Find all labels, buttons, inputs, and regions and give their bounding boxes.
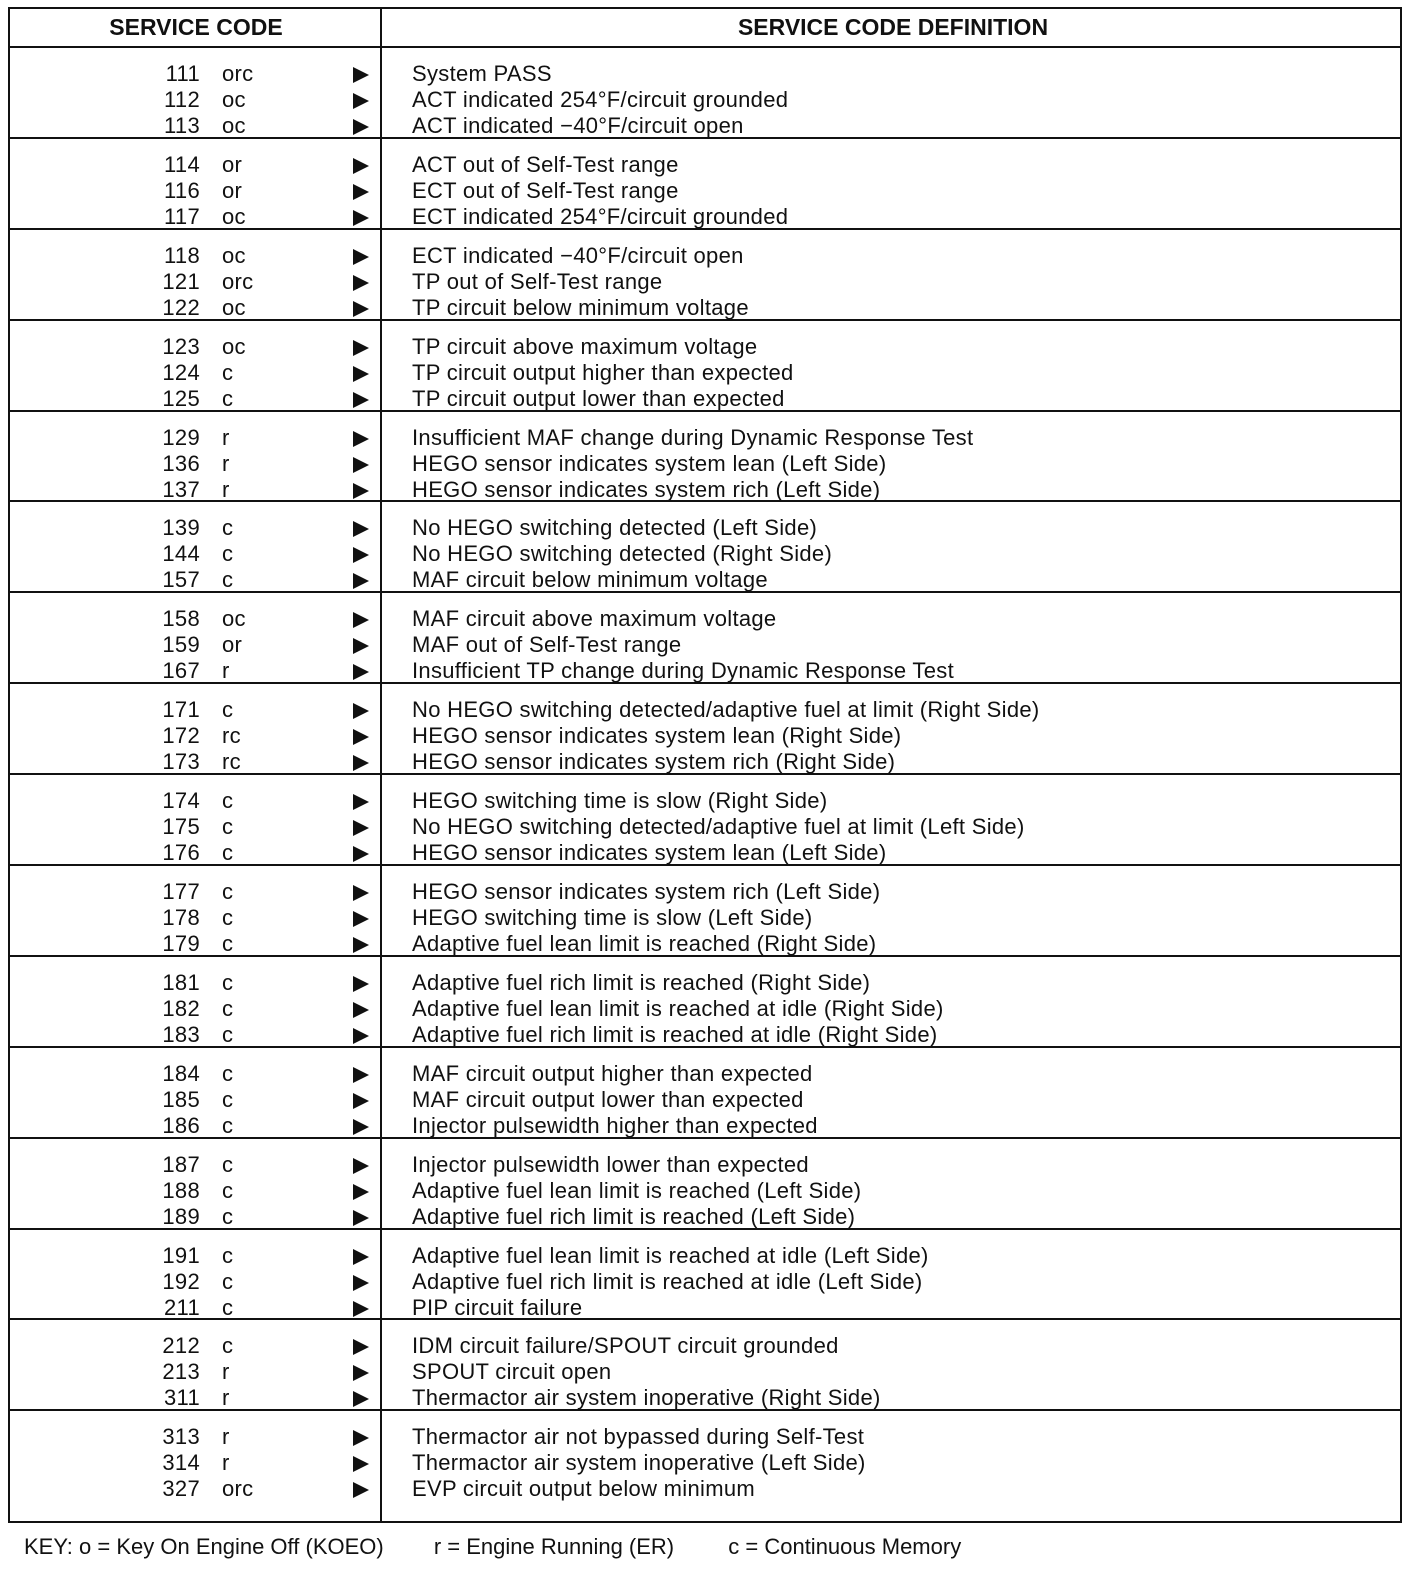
service-code-definition: IDM circuit failure/SPOUT circuit grounded [412,1333,839,1359]
service-code-definition: ECT out of Self-Test range [412,177,679,203]
service-code-definition: SPOUT circuit open [412,1359,612,1385]
table-row [10,541,1400,567]
table-row [10,749,1400,775]
service-code-definition-header: SERVICE CODE DEFINITION [737,14,1049,40]
triangle-arrow-icon [353,1067,369,1083]
key-koeo: KEY: o = Key On Engine Off (KOEO) [24,1534,384,1559]
service-code-definition: ECT indicated −40°F/circuit open [412,242,744,268]
service-code-definition: Adaptive fuel rich limit is reached (Left Side) [412,1203,856,1229]
service-code-number: 192 [162,1268,200,1294]
service-code-type: c [222,359,234,385]
service-code-definition: HEGO switching time is slow (Left Side) [412,905,813,931]
table-row [10,1152,1400,1178]
service-code-type: orc [222,268,254,294]
triangle-arrow-icon [353,703,369,719]
service-code-number: 129 [162,424,200,450]
triangle-arrow-icon [353,976,369,992]
table-row [10,567,1400,593]
table-row [10,243,1400,269]
service-code-definition: Adaptive fuel rich limit is reached at idle (Left Side) [412,1268,923,1294]
table-row [10,1113,1400,1139]
service-code-type: c [222,969,234,995]
triangle-arrow-icon [353,392,369,408]
service-code-definition: HEGO sensor indicates system rich (Left Side) [412,476,881,502]
triangle-arrow-icon [353,1301,369,1317]
triangle-arrow-icon [353,1430,369,1446]
triangle-arrow-icon [353,1119,369,1135]
service-code-definition: Thermactor air not bypassed during Self-Test [412,1424,865,1450]
service-code-type: oc [222,333,246,359]
triangle-arrow-icon [353,573,369,589]
service-code-type: orc [222,61,254,86]
service-code-type: rc [222,749,241,775]
table-row [10,451,1400,477]
service-code-definition: Adaptive fuel lean limit is reached (Left Side) [412,1177,862,1203]
triangle-arrow-icon [353,483,369,499]
service-code-type: rc [222,723,241,749]
code-group [10,684,1400,775]
service-code-number: 177 [162,879,200,905]
service-code-definition: HEGO sensor indicates system rich (Right Side) [412,749,896,775]
table-body [10,48,1400,1502]
table-row [10,425,1400,451]
service-code-number: 118 [164,242,200,268]
service-code-type: c [222,1112,234,1138]
table-row [10,1204,1400,1230]
code-group [10,775,1400,866]
service-code-number: 183 [162,1021,200,1047]
triangle-arrow-icon [353,1028,369,1044]
service-code-definition: MAF circuit output lower than expected [412,1086,804,1112]
code-group [10,1139,1400,1230]
triangle-arrow-icon [353,1158,369,1174]
service-code-number: 185 [162,1086,200,1112]
service-code-definition: HEGO sensor indicates system lean (Right Side) [412,723,902,749]
code-group [10,230,1400,321]
service-code-number: 171 [162,697,200,723]
service-code-type: c [222,541,234,567]
code-group [10,866,1400,957]
code-group [10,1320,1400,1411]
table-row [10,178,1400,204]
table-row [10,360,1400,386]
service-code-number: 313 [162,1424,200,1450]
code-group [10,1048,1400,1139]
service-code-number: 187 [162,1151,200,1177]
service-code-type: c [222,1203,234,1229]
table-row [10,113,1400,139]
table-row [10,204,1400,230]
service-code-definition: Adaptive fuel rich limit is reached at idle (Right Side) [412,1021,938,1047]
service-code-definition: ACT indicated −40°F/circuit open [412,113,744,138]
service-code-definition: Adaptive fuel rich limit is reached (Right Side) [412,969,871,995]
service-code-type: r [222,1450,230,1476]
table-row [10,477,1400,503]
service-code-type: c [222,995,234,1021]
service-code-type: c [222,1021,234,1047]
table-header [10,9,1400,48]
service-code-number: 111 [165,61,200,86]
service-code-type: c [222,515,234,541]
service-code-table [8,7,1402,1523]
triangle-arrow-icon [353,1184,369,1200]
service-code-type: r [222,1424,230,1450]
service-code-type: c [222,1086,234,1112]
service-code-definition: No HEGO switching detected/adaptive fuel at limit (Right Side) [412,697,1040,723]
service-code-type: r [222,424,230,450]
service-code-definition: Insufficient TP change during Dynamic Response Test [412,658,954,684]
service-code-definition: Injector pulsewidth lower than expected [412,1151,809,1177]
service-code-number: 212 [162,1333,200,1359]
table-row [10,606,1400,632]
service-code-type: c [222,1151,234,1177]
code-group [10,1411,1400,1502]
triangle-arrow-icon [353,937,369,953]
service-code-definition: Adaptive fuel lean limit is reached at idle (Right Side) [412,995,944,1021]
table-row [10,788,1400,814]
service-code-number: 117 [164,203,200,229]
table-row [10,1087,1400,1113]
service-code-definition: TP circuit above maximum voltage [412,333,758,359]
triangle-arrow-icon [353,794,369,810]
service-code-type: orc [222,1476,254,1502]
service-code-number: 211 [164,1294,200,1320]
triangle-arrow-icon [353,1093,369,1109]
table-row [10,1476,1400,1502]
service-code-type: c [222,1268,234,1294]
service-code-number: 159 [162,632,200,658]
code-group [10,1230,1400,1321]
service-code-definition: TP circuit output lower than expected [412,385,785,411]
triangle-arrow-icon [353,67,369,83]
table-row [10,632,1400,658]
service-code-type: or [222,177,243,203]
service-code-number: 213 [162,1359,200,1385]
service-code-number: 327 [162,1476,200,1502]
service-code-number: 172 [162,723,200,749]
service-code-number: 176 [162,840,200,866]
service-code-number: 181 [162,969,200,995]
key-cm: c = Continuous Memory [728,1534,962,1559]
service-code-type: or [222,632,243,658]
service-code-number: 314 [162,1450,200,1476]
table-row [10,723,1400,749]
service-code-definition: TP out of Self-Test range [412,268,663,294]
triangle-arrow-icon [353,431,369,447]
service-code-definition: System PASS [412,61,552,86]
triangle-arrow-icon [353,755,369,771]
service-code-definition: HEGO sensor indicates system lean (Left Side) [412,450,887,476]
code-group [10,321,1400,412]
service-code-number: 157 [162,567,200,593]
service-code-number: 174 [162,788,200,814]
table-row [10,879,1400,905]
table-row [10,658,1400,684]
triangle-arrow-icon [353,457,369,473]
service-code-type: c [222,814,234,840]
service-code-number: 167 [162,658,200,684]
service-code-type: oc [222,113,246,138]
triangle-arrow-icon [353,1391,369,1407]
table-row [10,87,1400,113]
triangle-arrow-icon [353,301,369,317]
table-row [10,697,1400,723]
service-code-type: r [222,1385,230,1411]
code-group [10,48,1400,139]
service-code-number: 175 [162,814,200,840]
service-code-number: 186 [162,1112,200,1138]
service-code-definition: MAF circuit above maximum voltage [412,606,777,632]
table-row [10,1269,1400,1295]
service-code-definition: MAF out of Self-Test range [412,632,682,658]
triangle-arrow-icon [353,820,369,836]
table-row [10,814,1400,840]
service-code-definition: Adaptive fuel lean limit is reached at idle (Left Side) [412,1242,929,1268]
service-code-definition: ECT indicated 254°F/circuit grounded [412,203,789,229]
triangle-arrow-icon [353,885,369,901]
triangle-arrow-icon [353,184,369,200]
service-code-number: 178 [162,905,200,931]
code-group [10,957,1400,1048]
triangle-arrow-icon [353,638,369,654]
service-code-type: c [222,1242,234,1268]
table-row [10,905,1400,931]
service-code-definition: ACT out of Self-Test range [412,151,679,177]
service-code-number: 191 [162,1242,200,1268]
table-row [10,295,1400,321]
service-code-definition: EVP circuit output below minimum [412,1476,755,1502]
service-code-number: 184 [162,1060,200,1086]
triangle-arrow-icon [353,119,369,135]
triangle-arrow-icon [353,1365,369,1381]
table-row [10,269,1400,295]
service-code-number: 137 [162,476,200,502]
triangle-arrow-icon [353,1456,369,1472]
service-code-number: 114 [164,151,200,177]
service-code-definition: Adaptive fuel lean limit is reached (Right Side) [412,931,877,957]
service-code-type: c [222,1177,234,1203]
code-group [10,139,1400,230]
service-code-header: SERVICE CODE [109,14,283,40]
service-code-definition: HEGO sensor indicates system lean (Left Side) [412,840,887,866]
service-code-type: oc [222,87,246,112]
service-code-definition: PIP circuit failure [412,1294,583,1320]
service-code-definition: Insufficient MAF change during Dynamic Response Test [412,424,974,450]
triangle-arrow-icon [353,1275,369,1291]
service-code-number: 182 [162,995,200,1021]
table-row [10,931,1400,957]
service-code-type: c [222,567,234,593]
table-row [10,996,1400,1022]
triangle-arrow-icon [353,521,369,537]
triangle-arrow-icon [353,846,369,862]
code-group [10,593,1400,684]
table-row [10,1385,1400,1411]
service-code-type: r [222,658,230,684]
triangle-arrow-icon [353,210,369,226]
table-row [10,970,1400,996]
table-row [10,334,1400,360]
service-code-type: oc [222,294,246,320]
triangle-arrow-icon [353,158,369,174]
service-code-definition: No HEGO switching detected/adaptive fuel at limit (Left Side) [412,814,1025,840]
code-group [10,412,1400,503]
table-row [10,1450,1400,1476]
service-code-definition: Thermactor air system inoperative (Left Side) [412,1450,866,1476]
triangle-arrow-icon [353,1002,369,1018]
service-code-number: 121 [162,268,200,294]
service-code-definition: HEGO sensor indicates system rich (Left Side) [412,879,881,905]
table-row [10,840,1400,866]
service-code-type: c [222,697,234,723]
service-code-type: c [222,840,234,866]
service-code-type: c [222,385,234,411]
triangle-arrow-icon [353,547,369,563]
table-row [10,515,1400,541]
service-code-type: or [222,151,243,177]
service-code-number: 158 [162,606,200,632]
service-code-number: 113 [164,113,200,138]
table-row [10,386,1400,412]
service-code-type: r [222,1359,230,1385]
service-code-number: 189 [162,1203,200,1229]
key-legend [24,1532,961,1562]
service-code-number: 139 [162,515,200,541]
triangle-arrow-icon [353,275,369,291]
service-code-type: r [222,450,230,476]
service-code-type: oc [222,606,246,632]
service-code-number: 123 [162,333,200,359]
key-er: r = Engine Running (ER) [433,1534,675,1559]
service-code-type: c [222,1333,234,1359]
service-code-definition: Thermactor air system inoperative (Right Side) [412,1385,881,1411]
table-row [10,152,1400,178]
table-row [10,1022,1400,1048]
table-row [10,61,1400,87]
table-row [10,1061,1400,1087]
service-code-number: 112 [164,87,200,112]
service-code-type: oc [222,242,246,268]
triangle-arrow-icon [353,1249,369,1265]
triangle-arrow-icon [353,249,369,265]
service-code-definition: TP circuit below minimum voltage [412,294,749,320]
service-code-number: 179 [162,931,200,957]
service-code-definition: No HEGO switching detected (Left Side) [412,515,818,541]
triangle-arrow-icon [353,664,369,680]
triangle-arrow-icon [353,911,369,927]
triangle-arrow-icon [353,1210,369,1226]
triangle-arrow-icon [353,612,369,628]
service-code-definition: MAF circuit output higher than expected [412,1060,813,1086]
service-code-definition: HEGO switching time is slow (Right Side) [412,788,828,814]
code-group [10,502,1400,593]
service-code-type: c [222,788,234,814]
table-row [10,1178,1400,1204]
service-code-definition: Injector pulsewidth higher than expected [412,1112,818,1138]
service-code-type: c [222,1294,234,1320]
service-code-definition: No HEGO switching detected (Right Side) [412,541,833,567]
triangle-arrow-icon [353,1482,369,1498]
service-code-number: 173 [162,749,200,775]
service-code-type: c [222,879,234,905]
service-code-number: 116 [164,177,200,203]
service-code-definition: TP circuit output higher than expected [412,359,794,385]
service-code-number: 144 [162,541,200,567]
service-code-type: oc [222,203,246,229]
service-code-number: 122 [162,294,200,320]
triangle-arrow-icon [353,729,369,745]
table-row [10,1359,1400,1385]
table-row [10,1333,1400,1359]
service-code-number: 125 [162,385,200,411]
service-code-type: c [222,905,234,931]
service-code-number: 188 [162,1177,200,1203]
service-code-definition: ACT indicated 254°F/circuit grounded [412,87,789,112]
service-code-type: c [222,931,234,957]
service-code-number: 311 [164,1385,200,1411]
table-row [10,1243,1400,1269]
table-row [10,1424,1400,1450]
service-code-type: c [222,1060,234,1086]
triangle-arrow-icon [353,1339,369,1355]
triangle-arrow-icon [353,93,369,109]
service-code-number: 124 [162,359,200,385]
triangle-arrow-icon [353,366,369,382]
service-code-number: 136 [162,450,200,476]
service-code-definition: MAF circuit below minimum voltage [412,567,768,593]
service-code-type: r [222,476,230,502]
table-row [10,1295,1400,1321]
triangle-arrow-icon [353,340,369,356]
